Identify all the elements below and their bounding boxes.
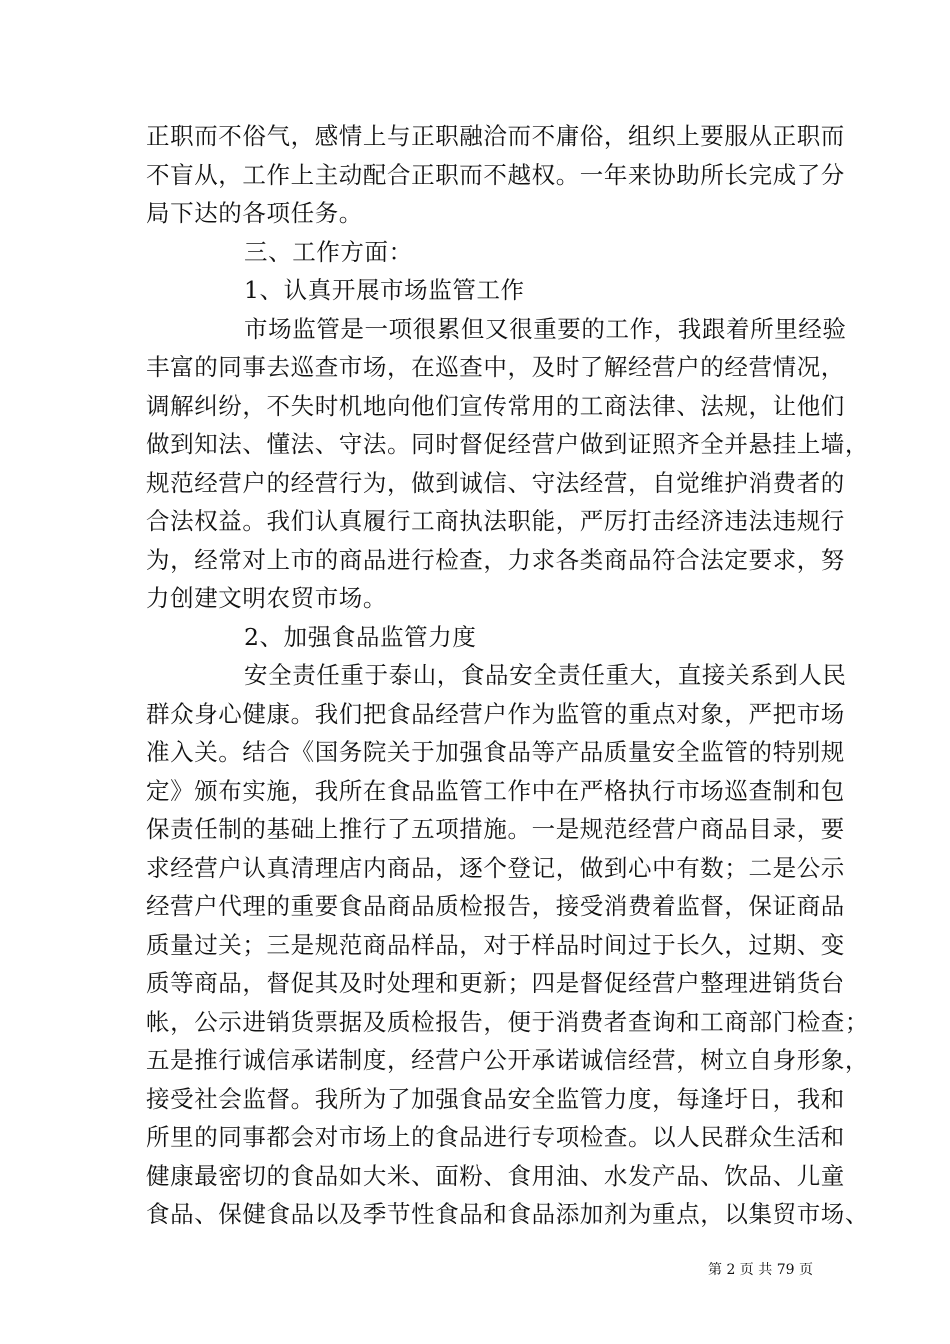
- body-text-line: 合法权益。我们认真履行工商执法职能，严厉打击经济违法违规行: [146, 507, 845, 535]
- body-text-line: 力创建文明农贸市场。: [146, 584, 387, 612]
- body-text-line: 保责任制的基础上推行了五项措施。一是规范经营户商品目录，要: [146, 815, 845, 843]
- body-text-line: 质等商品，督促其及时处理和更新；四是督促经营户整理进销货台: [146, 969, 845, 997]
- body-text-line: 准入关。结合《国务院关于加强食品等产品质量安全监管的特别规: [146, 738, 845, 766]
- body-text-line: 所里的同事都会对市场上的食品进行专项检查。以人民群众生活和: [146, 1123, 845, 1151]
- body-text-line: 调解纠纷，不失时机地向他们宣传常用的工商法律、法规，让他们: [146, 392, 845, 420]
- body-text-line: 安全责任重于泰山，食品安全责任重大，直接关系到人民: [244, 661, 847, 689]
- body-text-line: 求经营户认真清理店内商品，逐个登记，做到心中有数；二是公示: [146, 854, 845, 882]
- body-text-line: 质量过关；三是规范商品样品，对于样品时间过于长久，过期、变: [146, 931, 845, 959]
- body-text-line: 接受社会监督。我所为了加强食品安全监管力度，每逢圩日，我和: [146, 1085, 845, 1113]
- body-text-line: 丰富的同事去巡查市场，在巡查中，及时了解经营户的经营情况，: [146, 353, 845, 381]
- body-text-line: 食品、保健食品以及季节性食品和食品添加剂为重点，以集贸市场、: [146, 1200, 869, 1228]
- subsection-heading: 1、认真开展市场监管工作: [244, 276, 525, 304]
- page-number-footer: 第 2 页 共 79 页: [708, 1262, 813, 1278]
- body-text-line: 市场监管是一项很累但又很重要的工作，我跟着所里经验: [244, 315, 847, 343]
- body-text-line: 不盲从，工作上主动配合正职而不越权。一年来协助所长完成了分: [146, 161, 845, 189]
- body-text-line: 五是推行诚信承诺制度，经营户公开承诺诚信经营，树立自身形象，: [146, 1046, 869, 1074]
- body-text-line: 做到知法、懂法、守法。同时督促经营户做到证照齐全并悬挂上墙，: [146, 430, 869, 458]
- body-text-line: 帐，公示进销货票据及质检报告，便于消费者查询和工商部门检查；: [146, 1008, 869, 1036]
- subsection-heading: 2、加强食品监管力度: [244, 623, 477, 651]
- body-text-line: 规范经营户的经营行为，做到诚信、守法经营，自觉维护消费者的: [146, 469, 845, 497]
- body-text-line: 健康最密切的食品如大米、面粉、食用油、水发产品、饮品、儿童: [146, 1162, 845, 1190]
- body-text-line: 经营户代理的重要食品商品质检报告，接受消费着监督，保证商品: [146, 892, 845, 920]
- section-heading: 三、工作方面：: [244, 238, 413, 266]
- body-text-line: 局下达的各项任务。: [146, 199, 363, 227]
- body-text-line: 群众身心健康。我们把食品经营户作为监管的重点对象，严把市场: [146, 700, 845, 728]
- body-text-line: 正职而不俗气，感情上与正职融洽而不庸俗，组织上要服从正职而: [146, 122, 845, 150]
- body-text-line: 为，经常对上市的商品进行检查，力求各类商品符合法定要求，努: [146, 546, 845, 574]
- body-text-line: 定》颁布实施，我所在食品监管工作中在严格执行市场巡查制和包: [146, 777, 845, 805]
